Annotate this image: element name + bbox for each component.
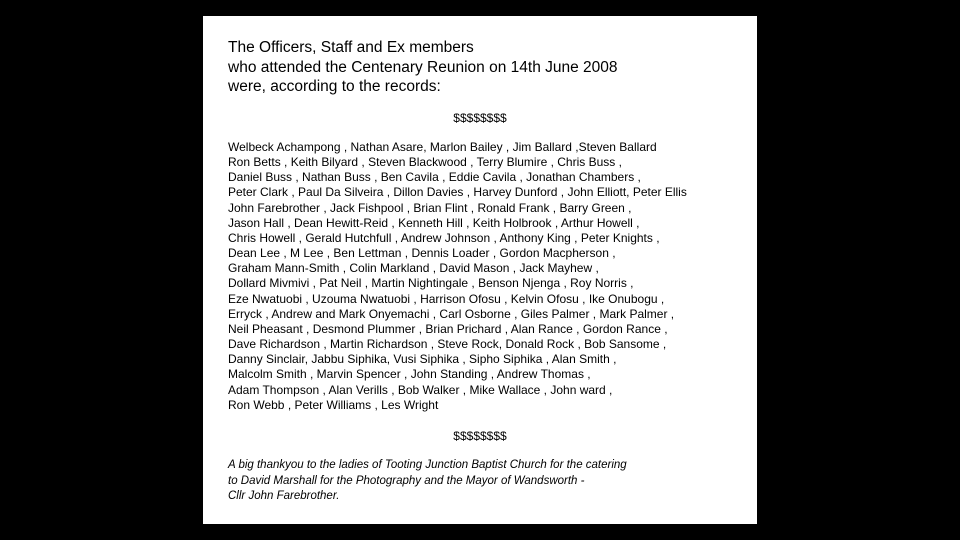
acknowledgement-line: Cllr John Farebrother. [228, 490, 340, 502]
acknowledgement-line: A big thankyou to the ladies of Tooting Junction Baptist Church for the catering [228, 459, 627, 471]
attendee-line: Daniel Buss , Nathan Buss , Ben Cavila , Eddie Cavila , Jonathan Chambers , [228, 170, 641, 185]
attendee-line: Ron Betts , Keith Bilyard , Steven Blackwood , Terry Blumire , Chris Buss , [228, 155, 622, 170]
attendee-line: John Farebrother , Jack Fishpool , Brian Flint , Ronald Frank , Barry Green , [228, 200, 632, 215]
attendee-line: Eze Nwatuobi , Uzouma Nwatuobi , Harrison Ofosu , Kelvin Ofosu , Ike Onubogu , [228, 291, 665, 306]
document-page [203, 16, 757, 524]
separator-top: $$$$$$$$ [453, 111, 507, 125]
attendee-line: Adam Thompson , Alan Verills , Bob Walker , Mike Wallace , John ward , [228, 382, 613, 397]
attendee-line: Jason Hall , Dean Hewitt-Reid , Kenneth Hill , Keith Holbrook , Arthur Howell , [228, 215, 640, 230]
attendee-line: Ron Webb , Peter Williams , Les Wright [228, 397, 439, 412]
attendee-line: Dave Richardson , Martin Richardson , Steve Rock, Donald Rock , Bob Sansome , [228, 337, 667, 352]
attendee-line: Danny Sinclair, Jabbu Siphika, Vusi Siphika , Sipho Siphika , Alan Smith , [228, 352, 617, 367]
attendee-line: Dollard Mivmivi , Pat Neil , Martin Nightingale , Benson Njenga , Roy Norris , [228, 276, 634, 291]
attendee-list [228, 140, 753, 413]
page-heading [228, 38, 748, 97]
attendee-line: Peter Clark , Paul Da Silveira , Dillon Davies , Harvey Dunford , John Elliott, Peter Ellis [228, 185, 687, 200]
attendee-line: Chris Howell , Gerald Hutchfull , Andrew Johnson , Anthony King , Peter Knights , [228, 230, 660, 245]
attendee-line: Graham Mann-Smith , Colin Markland , David Mason , Jack Mayhew , [228, 261, 599, 276]
heading-line: were, according to the records: [228, 78, 441, 95]
attendee-line: Welbeck Achampong , Nathan Asare, Marlon Bailey , Jim Ballard ,Steven Ballard [228, 140, 657, 154]
acknowledgement-line: to David Marshall for the Photography and the Mayor of Wandsworth - [228, 474, 585, 487]
attendee-line: Malcolm Smith , Marvin Spencer , John Standing , Andrew Thomas , [228, 367, 591, 382]
attendee-line: Erryck , Andrew and Mark Onyemachi , Carl Osborne , Giles Palmer , Mark Palmer , [228, 306, 675, 321]
heading-line: The Officers, Staff and Ex members [228, 39, 474, 56]
acknowledgement [228, 458, 753, 505]
separator-bottom: $$$$$$$$ [453, 429, 507, 443]
heading-line: who attended the Centenary Reunion on 14th June 2008 [228, 58, 618, 76]
attendee-line: Neil Pheasant , Desmond Plummer , Brian Prichard , Alan Rance , Gordon Rance , [228, 321, 668, 336]
attendee-line: Dean Lee , M Lee , Ben Lettman , Dennis Loader , Gordon Macpherson , [228, 246, 616, 261]
